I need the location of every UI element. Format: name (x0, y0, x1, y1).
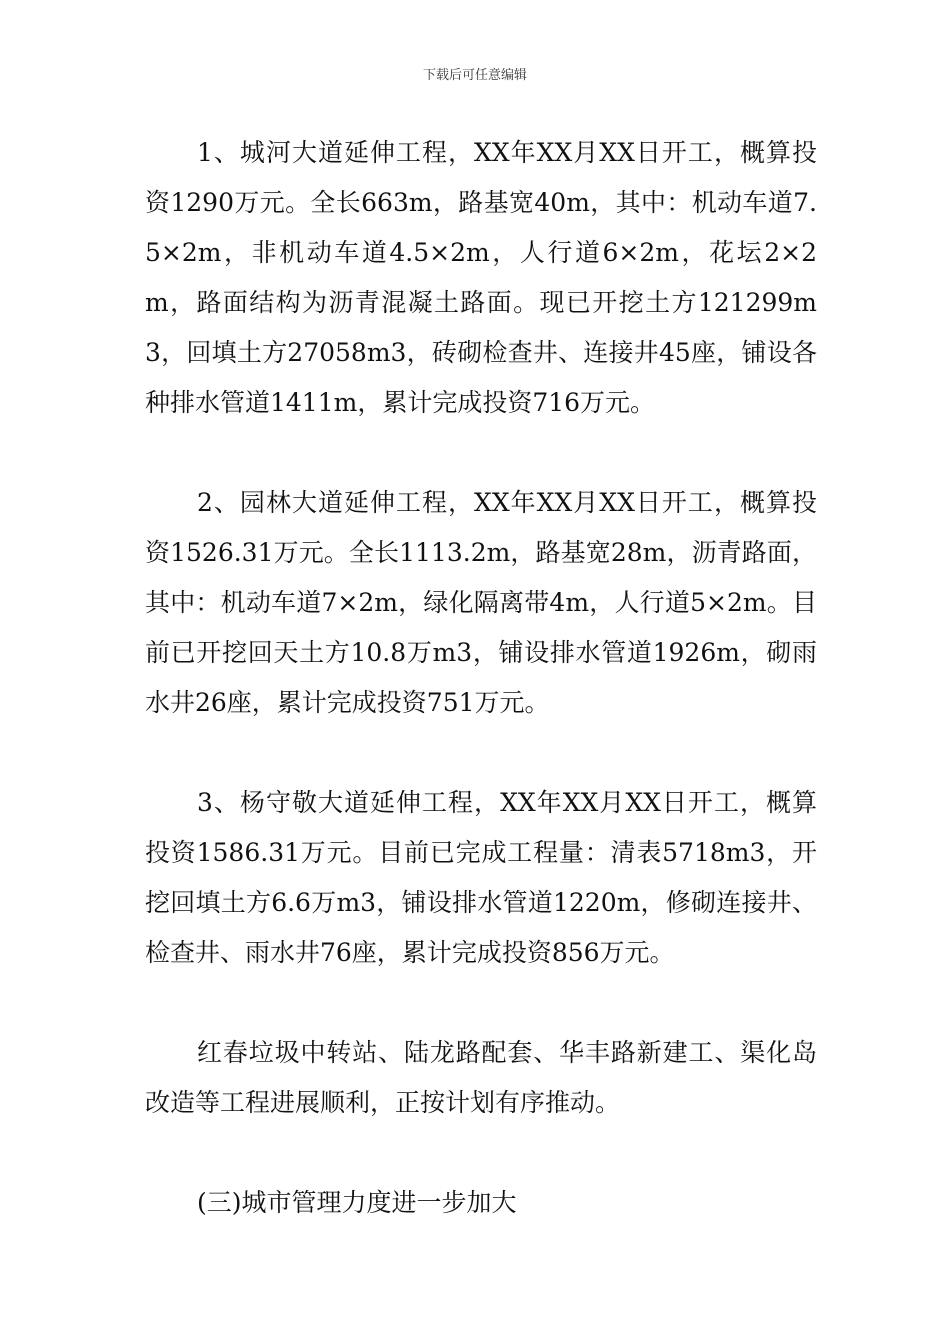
paragraph-yuanlin-avenue: 2、园林大道延伸工程，XX年XX月XX日开工，概算投资1526.31万元。全长1113.2m，路基宽28m，沥青路面，其中：机动车道7×2m，绿化隔离带4m，人行道5×2m。目前已开挖回天土方10.8万m3，铺设排水管道1926m，砌雨水井26座，累计完成投资751万元。 (145, 488, 817, 717)
section-heading: (三)城市管理力度进一步加大 (197, 1188, 517, 1217)
page-header: 下载后可任意编辑 (422, 68, 527, 83)
paragraph-yangshoujing-avenue: 3、杨守敬大道延伸工程，XX年XX月XX日开工，概算投资1586.31万元。目前已完成工程量：清表5718m3，开挖回填土方6.6万m3，铺设排水管道1220m，修砌连接井、检查井、雨水井76座，累计完成投资856万元。 (145, 788, 817, 967)
paragraph-other-projects: 红春垃圾中转站、陆龙路配套、华丰路新建工、渠化岛改造等工程进展顺利，正按计划有序推动。 (145, 1038, 817, 1117)
paragraph-chenghe-avenue: 1、城河大道延伸工程，XX年XX月XX日开工，概算投资1290万元。全长663m，路基宽40m，其中：机动车道7.5×2m，非机动车道4.5×2m，人行道6×2m，花坛2×2m，路面结构为沥青混凝土路面。现已开挖土方121299m3，回填土方27058m3，砖砌检查井、连接井45座，铺设各种排水管道1411m，累计完成投资716万元。 (145, 138, 817, 417)
document-body (145, 128, 817, 1278)
